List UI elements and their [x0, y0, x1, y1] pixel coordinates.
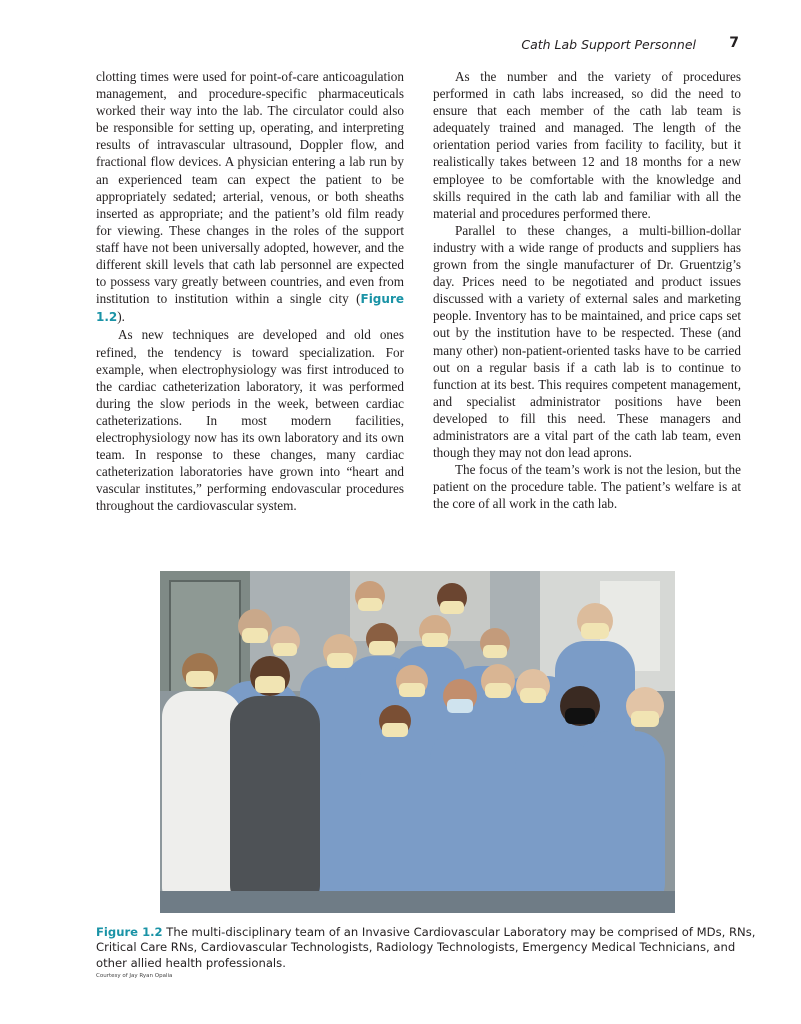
right-paragraph-2: Parallel to these changes, a multi-billion-dollar industry with a wide range of products and suppliers has grown from the single manufacturer of Dr. Gruentzig’s day. Prices need to be negotiated and product issues discussed with a variety of external sales and marketing people. Inventory has to be maintained, and price caps set out by the institution have to be respected. These (and many other) non-patient-oriented tasks have to be carried out on a regular basis if a cath lab is to continue to function at its best. This requires competent management, and specialist administrator positions have been developed to fill this need. These managers and administrators are a vital part of the cath lab team, even though they may not don lead aprons. [433, 222, 741, 461]
team-photo-illustration [160, 571, 675, 913]
left-paragraph-1-text: clotting times were used for point-of-care anticoagulation management, and procedure-specific pharmaceuticals worked their way into the lab. The circulator could also be responsible for setting up, operating, and interpreting results of intravascular ultrasound, Doppler flow, and fractional flow devices. A physician entering a lab run by an experienced team can expect the patient to be appropriately sedated; arterial, venous, or both sheaths inserted as appropriate; and the patient’s old film ready for viewing. These changes in the roles of the support staff have not been universally adopted, however, and the different skill levels that cath lab personnel are expected to possess vary greatly between countries, and even from institution to institution within a single city ( [96, 69, 404, 307]
photo-credit: Courtesy of Jay Ryan Opalia [96, 973, 173, 979]
figure-label: Figure 1.2 [96, 925, 163, 939]
left-paragraph-1 [96, 68, 404, 326]
figure-reference-link[interactable]: Figure 1.2 [96, 292, 404, 325]
right-paragraph-3: The focus of the team’s work is not the lesion, but the patient on the procedure table. The patient’s welfare is at the core of all work in the cath lab. [433, 462, 741, 512]
figure-caption-text: The multi-disciplinary team of an Invasive Cardiovascular Laboratory may be comprised of MDs, RNs, Critical Care RNs, Cardiovascular Technologists, Radiology Technologists, Emergency Medical Technicians, and other allied health professionals. [96, 925, 756, 970]
right-paragraph-1: As the number and the variety of procedures performed in cath labs increased, so did the need to ensure that each member of the cath lab team is adequately trained and managed. The length of the orientation period varies from facility to facility, but it realistically takes between 12 and 18 months for a new employee to be comfortable with the knowledge and skills required in the cath lab and familiar with all the material and procedures performed there. [433, 69, 741, 221]
left-column [96, 68, 404, 514]
left-paragraph-2: As new techniques are developed and old ones refined, the tendency is toward specialization. For example, when electrophysiology was first introduced to the cardiac catheterization laboratory, it was performed during the slow periods in the week, between cardiac catheterizations. In most modern facilities, electrophysiology now has its own laboratory and its own team. In response to these changes, many cardiac catheterization laboratories have grown into “heart and vascular institutes,” performing endovascular procedures throughout the cardiovascular system. [96, 327, 404, 514]
page-header [0, 37, 801, 57]
figure-caption [96, 925, 756, 971]
running-head: Cath Lab Support Personnel [521, 37, 696, 52]
page-number: 7 [729, 35, 739, 51]
left-paragraph-1-end: ). [117, 309, 125, 325]
team-photo [160, 571, 675, 913]
right-column [433, 68, 741, 512]
